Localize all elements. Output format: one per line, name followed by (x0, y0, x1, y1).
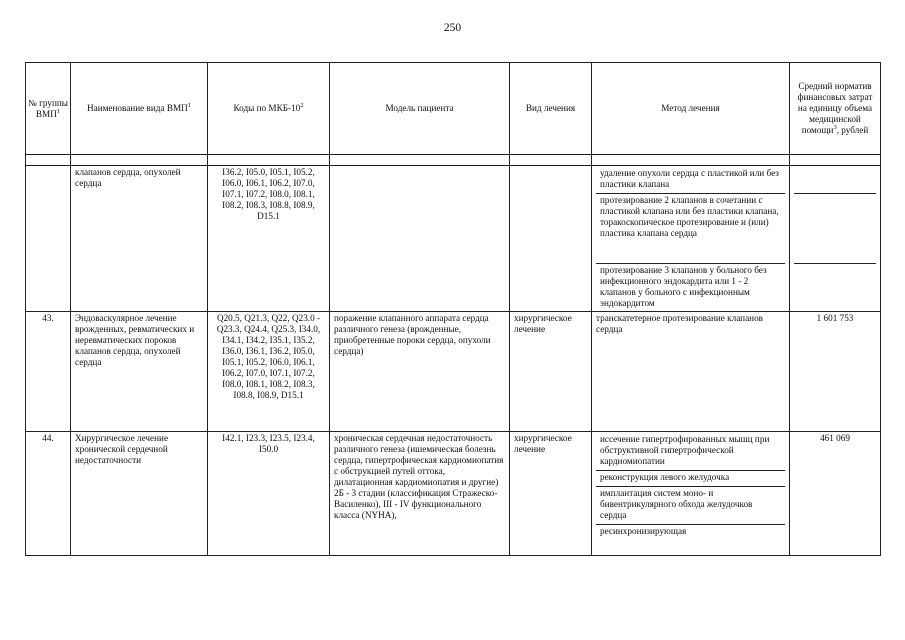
group-number-cell: 43. (26, 312, 71, 432)
treatment-method-cell: транскатетерное протезирование клапанов сердца (592, 312, 790, 432)
patient-model-cell (330, 166, 510, 312)
cost-subcell (794, 167, 876, 194)
treatment-type-cell: хирургическое лечение (510, 312, 592, 432)
method-item: имплантация систем моно- и бивентрикулярного обхода желудочков сердца (596, 487, 785, 525)
patient-model-cell (330, 432, 510, 556)
cost-cell: 461 069 (790, 432, 881, 556)
mkb-codes-cell: I36.2, I05.0, I05.1, I05.2, I06.0, I06.1, I06.2, I07.0, I07.1, I07.2, I08.0, I08.1, I08.2, I08.3, I08.8, I08.9, D15.1 (208, 166, 330, 312)
table-row (26, 432, 881, 556)
header-group-no: № группы ВМП$^1$ (26, 63, 71, 155)
header-treatment-type: Вид лечения (510, 63, 592, 155)
cost-cell (790, 166, 881, 312)
vmp-name-cell: Эндоваскулярное лечение врожденных, ревматических и неревматических пороков клапанов сердца, опухолей сердца (71, 312, 208, 432)
mkb-codes-cell: Q20.5, Q21.3, Q22, Q23.0 - Q23.3, Q24.4, Q25.3, I34.0, I34.1, I34.2, I35.1, I35.2, I36.0, I36.1, I36.2, I05.0, I05.1, I05.2, I06.0, I06.1, I06.2, I07.0, I07.1, I07.2, I08.0, I08.1, I08.2, I08.3, I08.8, I08.9, D15.1 (208, 312, 330, 432)
cost-subcell (794, 264, 876, 310)
header-vmp-name: Наименование вида ВМП$^1$ (71, 63, 208, 155)
cost-subcell (794, 194, 876, 264)
method-item: ресинхронизирующая (600, 526, 687, 536)
method-item: удаление опухоли сердца с пластикой или без пластики клапана (596, 167, 785, 194)
method-item: реконструкция левого желудочка (596, 471, 785, 487)
patient-model-text: хроническая сердечная недостаточность различного генеза (ишемическая болезнь сердца, гипертрофическая кардиомиопатия с обструкцией путей оттока, дилатационная кардиомиопатия и другие) 2Б - 3 стадии (классификация Стражеско-Василенко), III - IV функционального класса (NYHA), (334, 433, 504, 520)
header-patient-model: Модель пациента (330, 63, 510, 155)
treatment-method-cell (592, 166, 790, 312)
treatment-type-cell: хирургическое лечение (510, 432, 592, 556)
page-number: 250 (443, 22, 462, 34)
header-treatment-method: Метод лечения (592, 63, 790, 155)
method-item: протезирование 2 клапанов в сочетании с пластикой клапана или без пластики клапана, торакоскопическое протезирование и (или) пластика клапана сердца (596, 194, 785, 264)
patient-model-cell: поражение клапанного аппарата сердца различного генеза (врожденные, приобретенные пороки сердца, опухоли сердца) (330, 312, 510, 432)
header-cost: Средний норматив финансовых затрат на единицу объема медицинской помощи$^3$, рублей (790, 63, 881, 155)
spacer-row (26, 155, 881, 166)
cost-cell: 1 601 753 (790, 312, 881, 432)
group-number-cell: 44. (26, 432, 71, 556)
vmp-name-cell: Хирургическое лечение хронической сердечной недостаточности (71, 432, 208, 556)
vmp-table (25, 62, 881, 556)
table-row (26, 166, 881, 312)
vmp-name-cell: клапанов сердца, опухолей сердца (71, 166, 208, 312)
treatment-type-cell (510, 166, 592, 312)
header-row (26, 63, 881, 155)
method-item: протезирование 3 клапанов у больного без инфекционного эндокардита или 1 - 2 клапанов у больного с инфекционным эндокардитом (600, 265, 767, 308)
method-item: иссечение гипертрофированных мышц при обструктивной гипертрофической кардиомиопатии (596, 433, 785, 471)
group-number-cell (26, 166, 71, 312)
table-row (26, 312, 881, 432)
header-mkb-codes: Коды по МКБ-$10^2$ (208, 63, 330, 155)
treatment-method-cell (592, 432, 790, 556)
mkb-codes-cell: I42.1, I23.3, I23.5, I23.4, I50.0 (208, 432, 330, 556)
